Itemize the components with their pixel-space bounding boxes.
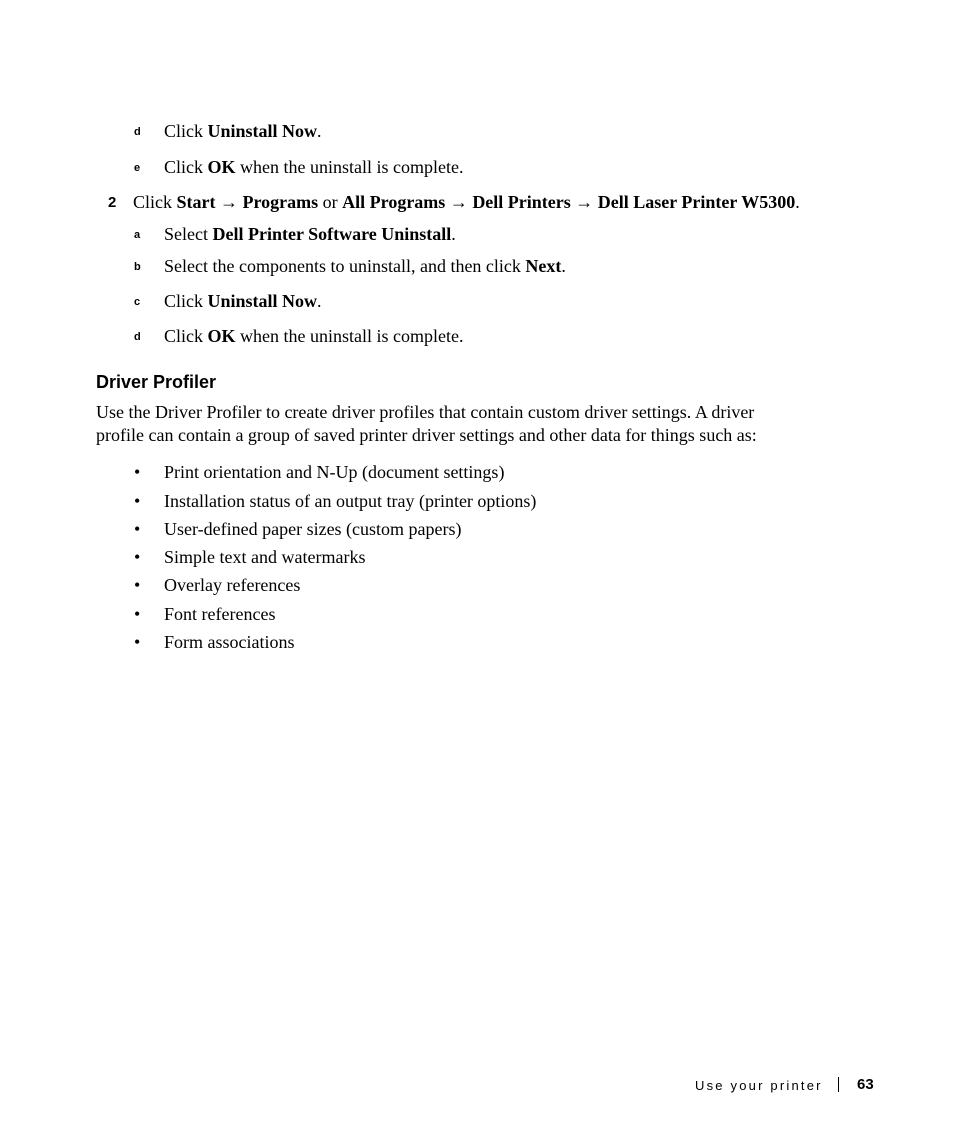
step-text [164, 121, 322, 142]
step-marker: e [134, 162, 141, 174]
ui-term: OK [207, 326, 236, 346]
step-text-or: or [318, 192, 343, 212]
bullet-icon: • [134, 632, 141, 652]
step-text [164, 326, 463, 347]
footer-chapter-label: Use your printer [695, 1078, 823, 1093]
footer-divider [838, 1077, 839, 1092]
step-marker: d [134, 126, 141, 138]
step-marker: a [134, 229, 141, 241]
list-item-text: Simple text and watermarks [164, 547, 366, 567]
ui-term: Uninstall Now [207, 291, 318, 311]
step-text [164, 157, 463, 178]
bullet-icon: • [134, 519, 141, 539]
list-item-text: Installation status of an output tray (printer options) [164, 491, 537, 511]
list-item-text: Form associations [164, 632, 295, 652]
step-text-post: . [795, 192, 800, 212]
step-text [164, 291, 322, 312]
step-text-pre: Select the components to uninstall, and then click [164, 256, 526, 276]
ui-term: Next [525, 256, 562, 276]
step-text-post: when the uninstall is complete. [235, 157, 464, 177]
list-item-text: Print orientation and N-Up (document settings) [164, 462, 505, 482]
ui-term: OK [207, 157, 236, 177]
step-number: 2 [108, 194, 117, 211]
step-text-post: . [317, 291, 322, 311]
arrow-icon: → [215, 192, 243, 212]
step-text-pre: Click [164, 157, 208, 177]
step-text-post: . [451, 224, 456, 244]
ui-term-all-programs: All Programs [342, 192, 446, 212]
step-text-pre: Click [164, 121, 208, 141]
bullet-icon: • [134, 462, 141, 482]
bullet-icon: • [134, 575, 141, 595]
arrow-icon: → [570, 192, 598, 212]
list-item-text: Overlay references [164, 575, 301, 595]
step-marker: c [134, 296, 141, 308]
step-text [133, 192, 800, 213]
step-text-pre: Click [164, 291, 208, 311]
step-text-pre: Click [164, 326, 208, 346]
step-text-pre: Click [133, 192, 177, 212]
section-paragraph-line-2: profile can contain a group of saved printer driver settings and other data for things such as: [96, 425, 757, 445]
list-item-text: Font references [164, 604, 276, 624]
ui-term-programs: Programs [242, 192, 319, 212]
ui-term-start: Start [176, 192, 216, 212]
ui-term: Dell Printer Software Uninstall [212, 224, 452, 244]
step-text-post: when the uninstall is complete. [235, 326, 464, 346]
bullet-icon: • [134, 547, 141, 567]
step-text [164, 256, 566, 277]
bullet-icon: • [134, 491, 141, 511]
arrow-icon: → [445, 192, 473, 212]
bullet-icon: • [134, 604, 141, 624]
ui-term-printer-model: Dell Laser Printer W5300 [597, 192, 796, 212]
section-paragraph-line-1: Use the Driver Profiler to create driver profiles that contain custom driver settings. A driver [96, 402, 755, 422]
section-heading: Driver Profiler [96, 372, 217, 392]
page-number: 63 [857, 1076, 874, 1093]
step-marker: d [134, 331, 141, 343]
step-text-post: . [561, 256, 566, 276]
ui-term-dell-printers: Dell Printers [472, 192, 571, 212]
step-text [164, 224, 456, 245]
step-text-post: . [317, 121, 322, 141]
list-item-text: User-defined paper sizes (custom papers) [164, 519, 462, 539]
ui-term: Uninstall Now [207, 121, 318, 141]
step-text-pre: Select [164, 224, 213, 244]
step-marker: b [134, 261, 141, 273]
